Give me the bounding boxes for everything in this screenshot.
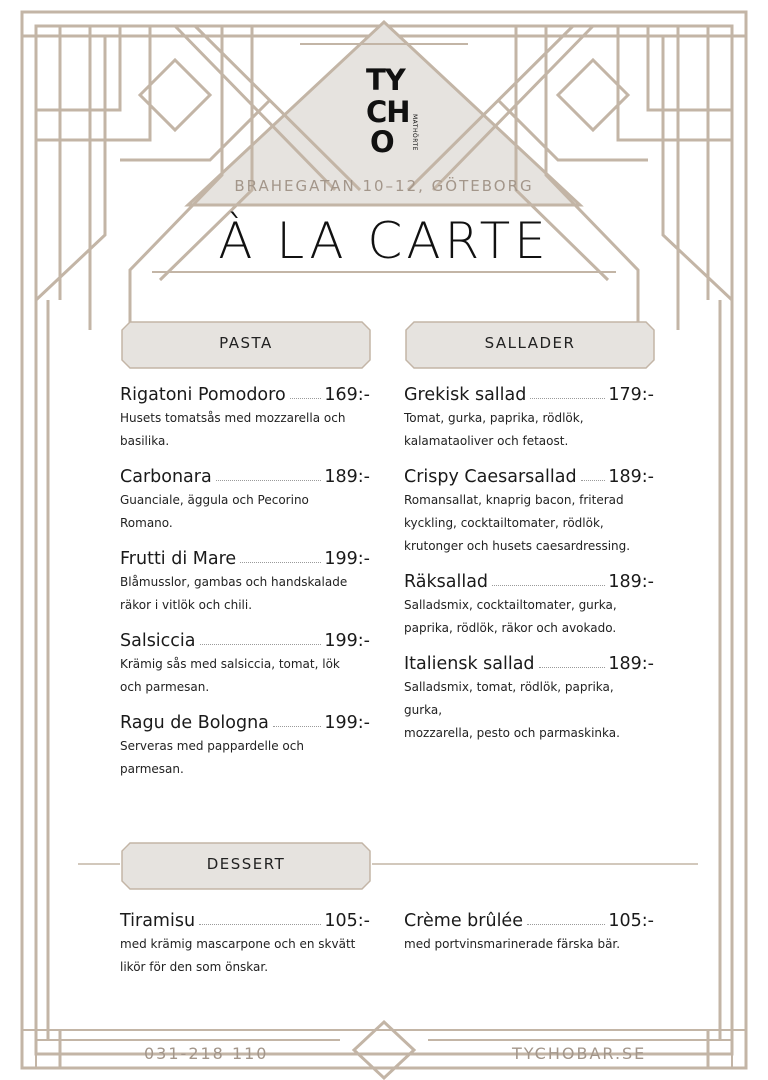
menu-item bbox=[120, 627, 370, 699]
logo-letters-bottom: O bbox=[370, 125, 395, 159]
item-price: 199:- bbox=[324, 549, 370, 569]
item-description: Krämig sås med salsiccia, tomat, lök och parmesan. bbox=[120, 657, 340, 694]
section-label-pasta: PASTA bbox=[219, 334, 273, 352]
item-description: Husets tomatsås med mozzarella och basilika. bbox=[120, 411, 346, 448]
item-description: Romansallat, knaprig bacon, friterad kyckling, cocktailtomater, rödlök, krutonger och husets caesardressing. bbox=[404, 493, 631, 553]
item-price: 199:- bbox=[324, 713, 370, 733]
item-name: Carbonara bbox=[120, 467, 212, 487]
item-name: Grekisk sallad bbox=[404, 385, 527, 405]
item-description: Tomat, gurka, paprika, rödlök, kalamataoliver och fetaost. bbox=[404, 411, 584, 448]
menu-item bbox=[404, 568, 654, 640]
restaurant-address: BRAHEGATAN 10–12, GÖTEBORG bbox=[234, 177, 534, 195]
dotted-leader bbox=[273, 726, 321, 727]
dotted-leader bbox=[200, 644, 322, 645]
item-price: 105:- bbox=[608, 911, 654, 931]
menu-item bbox=[120, 545, 370, 617]
item-price: 189:- bbox=[608, 654, 654, 674]
logo-tagline: MATHÖRTE bbox=[411, 114, 418, 151]
section-label-dessert: DESSERT bbox=[206, 855, 286, 873]
item-price: 189:- bbox=[608, 467, 654, 487]
item-price: 105:- bbox=[324, 911, 370, 931]
item-price: 169:- bbox=[324, 385, 370, 405]
item-name: Ragu de Bologna bbox=[120, 713, 269, 733]
item-name: Italiensk sallad bbox=[404, 654, 535, 674]
item-name: Räksallad bbox=[404, 572, 489, 592]
footer-website[interactable]: TYCHOBAR.SE bbox=[512, 1044, 647, 1063]
dotted-leader bbox=[527, 924, 605, 925]
item-description: Salladsmix, tomat, rödlök, paprika, gurka, mozzarella, pesto och parmaskinka. bbox=[404, 680, 620, 740]
menu-item bbox=[404, 463, 654, 558]
item-price: 199:- bbox=[324, 631, 370, 651]
menu-item bbox=[120, 709, 370, 781]
dotted-leader bbox=[240, 562, 321, 563]
dotted-leader bbox=[492, 585, 605, 586]
dotted-leader bbox=[290, 398, 322, 399]
menu-item bbox=[404, 381, 654, 453]
menu-item bbox=[120, 463, 370, 535]
item-description: Blåmusslor, gambas och handskalade räkor i vitlök och chili. bbox=[120, 575, 348, 612]
section-label-sallader: SALLADER bbox=[484, 334, 576, 352]
dotted-leader bbox=[216, 480, 322, 481]
item-description: Salladsmix, cocktailtomater, gurka, paprika, rödlök, räkor och avokado. bbox=[404, 598, 617, 635]
dotted-leader bbox=[199, 924, 321, 925]
logo-letters-top: TY bbox=[366, 63, 405, 97]
item-name: Tiramisu bbox=[120, 911, 196, 931]
item-name: Salsiccia bbox=[120, 631, 196, 651]
logo-letters-middle: CH bbox=[366, 95, 410, 129]
item-name: Crème brûlée bbox=[404, 911, 523, 931]
item-price: 189:- bbox=[324, 467, 370, 487]
footer-phone: 031-218 110 bbox=[144, 1044, 269, 1063]
dotted-leader bbox=[530, 398, 605, 399]
item-description: Serveras med pappardelle och parmesan. bbox=[120, 739, 304, 776]
menu-item bbox=[120, 907, 370, 979]
tycho-logo bbox=[360, 62, 430, 162]
item-description: med portvinsmarinerade färska bär. bbox=[404, 937, 621, 951]
item-description: Guanciale, äggula och Pecorino Romano. bbox=[120, 493, 309, 530]
menu-item bbox=[120, 381, 370, 453]
page-title: À LA CARTE bbox=[218, 212, 550, 270]
item-description: med krämig mascarpone och en skvätt likör för den som önskar. bbox=[120, 937, 356, 974]
item-price: 179:- bbox=[608, 385, 654, 405]
item-name: Crispy Caesarsallad bbox=[404, 467, 577, 487]
dotted-leader bbox=[539, 667, 606, 668]
dotted-leader bbox=[581, 480, 606, 481]
menu-item bbox=[404, 650, 654, 745]
item-price: 189:- bbox=[608, 572, 654, 592]
item-name: Rigatoni Pomodoro bbox=[120, 385, 286, 405]
menu-item bbox=[404, 907, 654, 956]
item-name: Frutti di Mare bbox=[120, 549, 237, 569]
